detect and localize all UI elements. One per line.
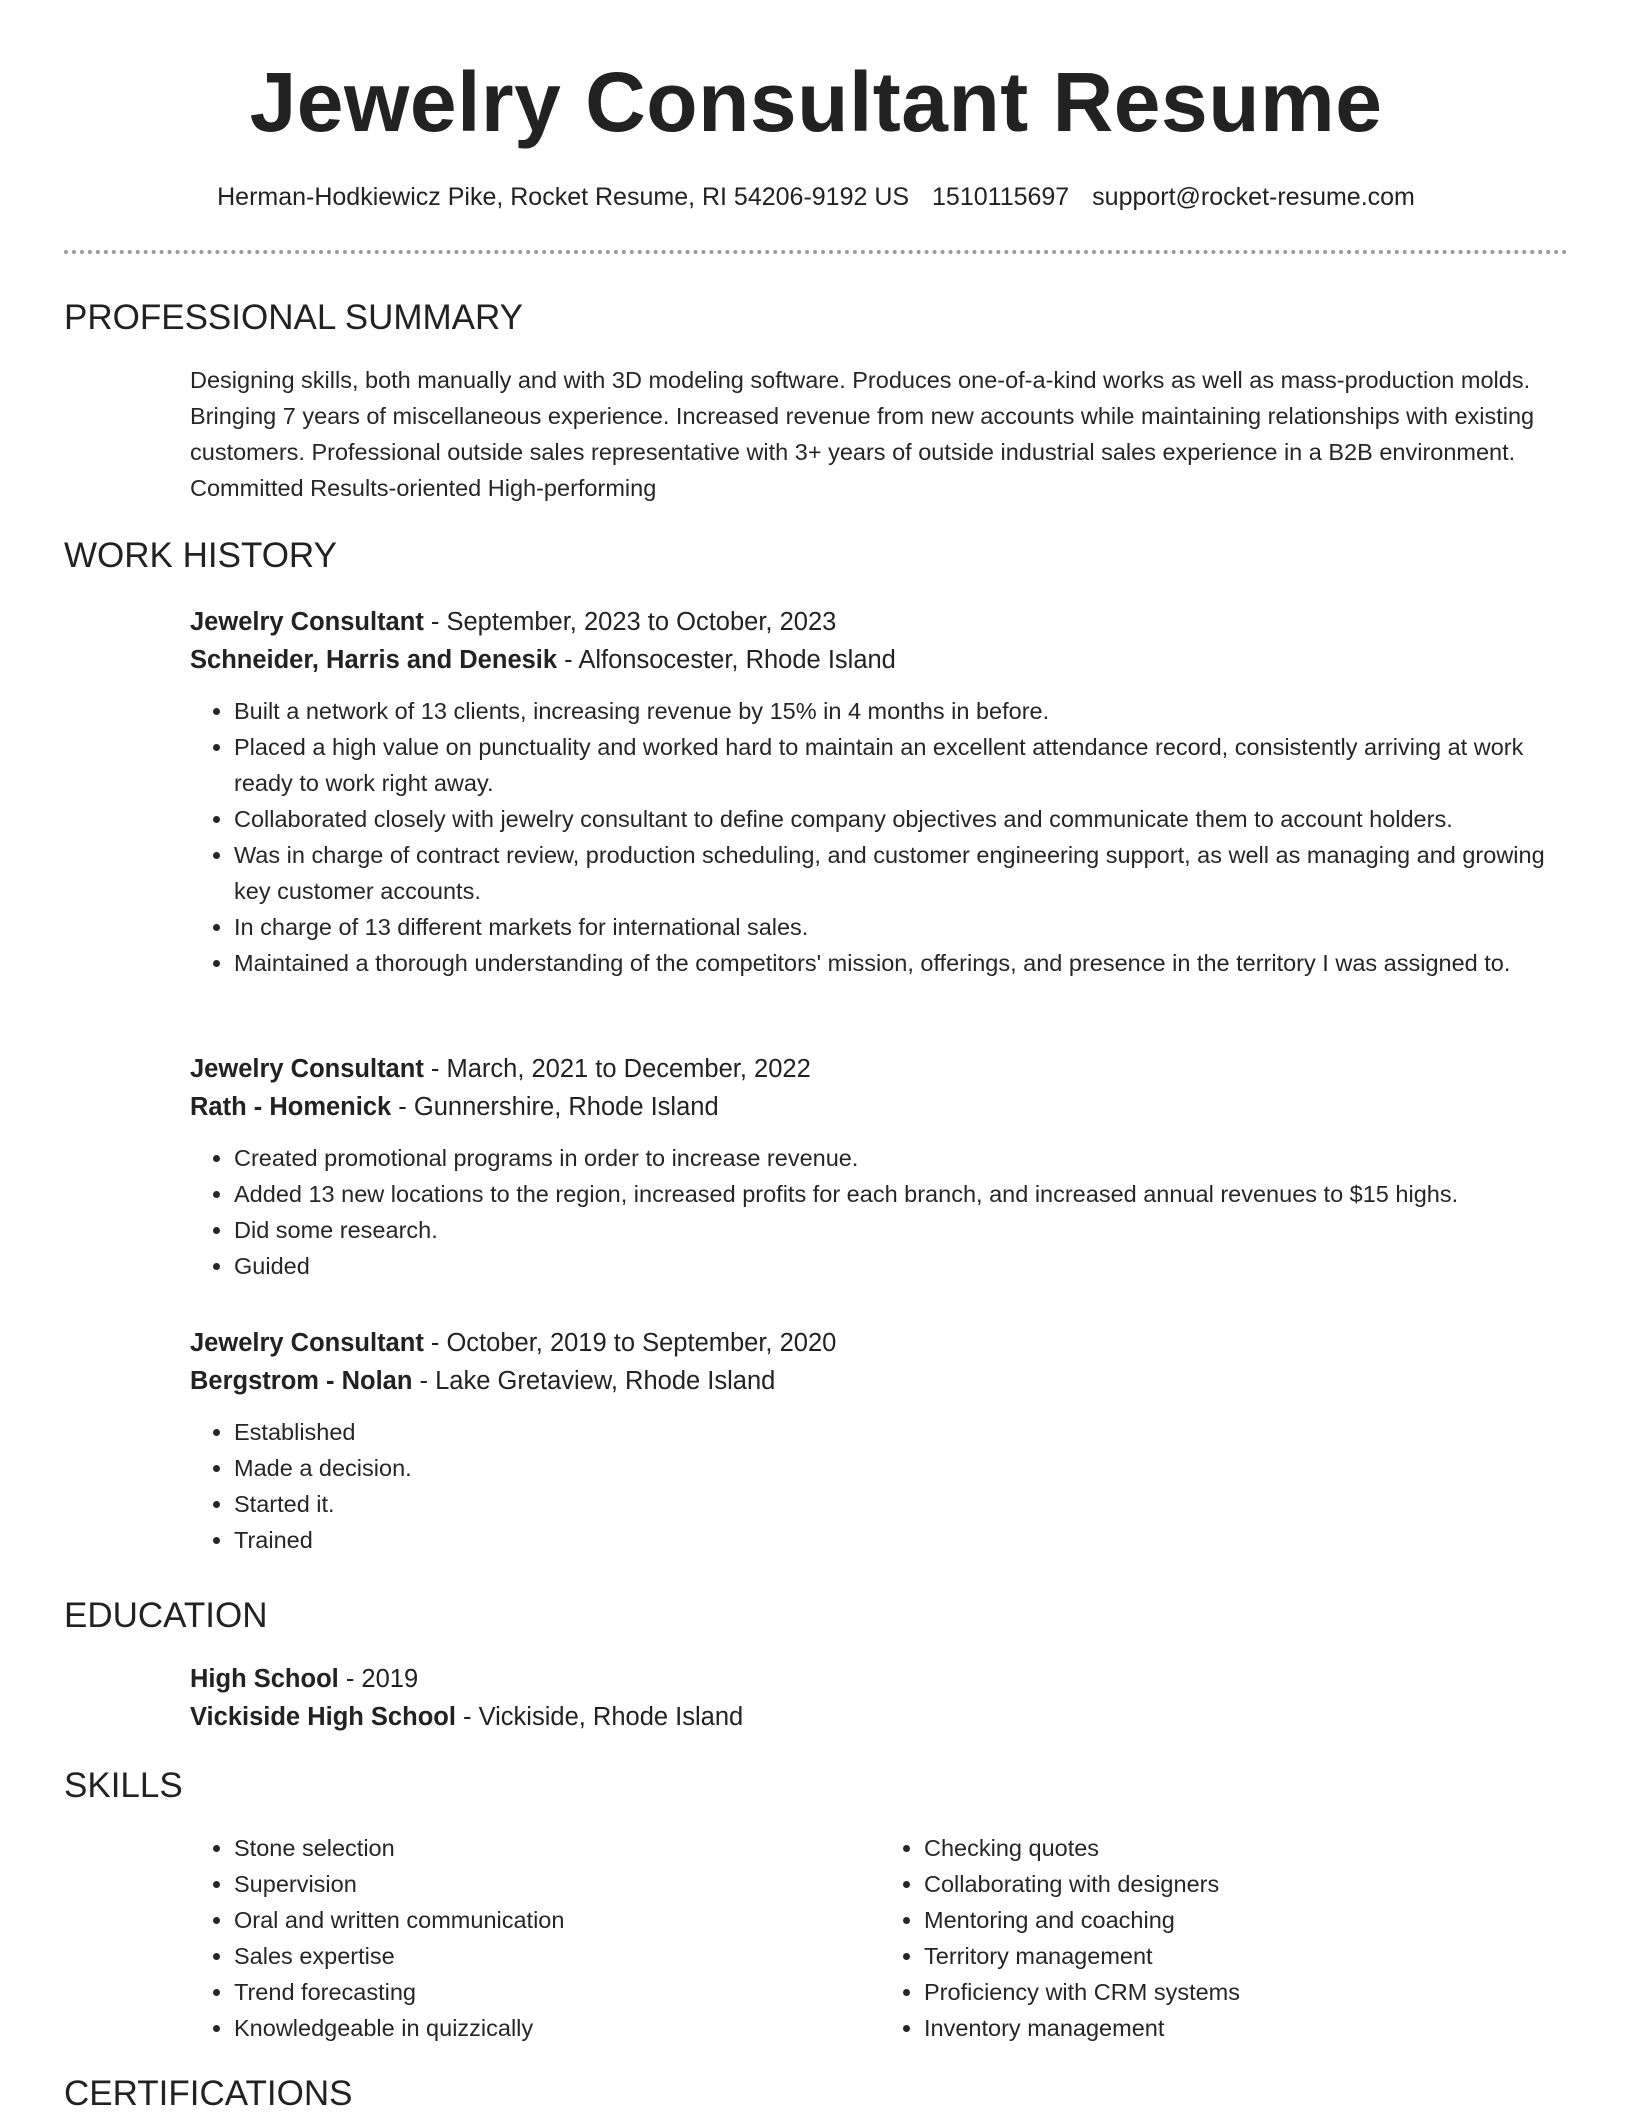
- skills-list-right: [880, 1830, 1570, 2046]
- job-bullet: • In charge of 13 different markets for international sales.: [234, 909, 1570, 945]
- job-entry: [190, 1324, 1570, 1558]
- job-title-line: [190, 603, 1570, 641]
- job-bullets: [190, 1414, 1570, 1558]
- job-location: - Gunnershire, Rhode Island: [391, 1093, 719, 1121]
- contact-email[interactable]: support@rocket-resume.com: [1092, 183, 1415, 211]
- job-company-line: [190, 641, 1570, 679]
- job-company-line: [190, 1362, 1570, 1400]
- education-year: - 2019: [338, 1665, 419, 1693]
- job-bullet: • Placed a high value on punctuality and worked hard to maintain an excellent attendance record, consistently arriving at work ready to work right away.: [234, 729, 1570, 801]
- education-degree-line: [190, 1660, 1570, 1698]
- education-entry: [190, 1660, 1570, 1736]
- contact-phone: 1510115697: [932, 183, 1070, 211]
- job-company: Bergstrom - Nolan: [190, 1367, 413, 1395]
- job-bullet: • Was in charge of contract review, production scheduling, and customer engineering support, as well as managing and growing key customer accounts.: [234, 837, 1570, 909]
- section-title-summary: PROFESSIONAL SUMMARY: [64, 298, 523, 337]
- job-bullet: • Collaborated closely with jewelry consultant to define company objectives and communicate them to account holders.: [234, 801, 1570, 837]
- education-school-line: [190, 1698, 1570, 1736]
- skill-item: • Sales expertise: [234, 1938, 880, 1974]
- skills-columns: [190, 1830, 1570, 2046]
- skill-item: • Mentoring and coaching: [924, 1902, 1570, 1938]
- job-bullet: • Made a decision.: [234, 1450, 1570, 1486]
- contact-address: Herman-Hodkiewicz Pike, Rocket Resume, RI 54206-9192 US: [217, 183, 910, 211]
- job-dates: - March, 2021 to December, 2022: [423, 1055, 811, 1083]
- contact-line: [0, 180, 1632, 214]
- skill-item: • Oral and written communication: [234, 1902, 880, 1938]
- section-title-certifications: CERTIFICATIONS: [64, 2074, 353, 2113]
- skill-item: • Supervision: [234, 1866, 880, 1902]
- job-bullets: [190, 693, 1570, 981]
- skill-item: • Trend forecasting: [234, 1974, 880, 2010]
- job-bullet: • Guided: [234, 1248, 1570, 1284]
- job-title-line: [190, 1324, 1570, 1362]
- job-entry: [190, 603, 1570, 981]
- job-title-line: [190, 1050, 1570, 1088]
- education-location: - Vickiside, Rhode Island: [455, 1703, 744, 1731]
- skill-item: • Territory management: [924, 1938, 1570, 1974]
- job-company: Schneider, Harris and Denesik: [190, 646, 558, 674]
- skill-item: • Checking quotes: [924, 1830, 1570, 1866]
- section-title-skills: SKILLS: [64, 1766, 183, 1805]
- job-bullet: • Built a network of 13 clients, increasing revenue by 15% in 4 months in before.: [234, 693, 1570, 729]
- skill-item: • Proficiency with CRM systems: [924, 1974, 1570, 2010]
- skills-block: [190, 1830, 1570, 2046]
- job-company-line: [190, 1088, 1570, 1126]
- job-bullet: • Trained: [234, 1522, 1570, 1558]
- skill-item: • Stone selection: [234, 1830, 880, 1866]
- job-dates: - October, 2019 to September, 2020: [423, 1329, 837, 1357]
- job-bullets: [190, 1140, 1570, 1284]
- job-title: Jewelry Consultant: [190, 1055, 424, 1083]
- education-school: Vickiside High School: [190, 1703, 456, 1731]
- summary-block: [190, 362, 1570, 506]
- skill-item: • Knowledgeable in quizzically: [234, 2010, 880, 2046]
- skill-item: • Inventory management: [924, 2010, 1570, 2046]
- job-title: Jewelry Consultant: [190, 1329, 424, 1357]
- header-divider: [64, 250, 1568, 254]
- job-bullet: • Maintained a thorough understanding of the competitors' mission, offerings, and presence in the territory I was assigned to.: [234, 945, 1570, 981]
- skill-item: • Collaborating with designers: [924, 1866, 1570, 1902]
- job-company: Rath - Homenick: [190, 1093, 392, 1121]
- section-title-education: EDUCATION: [64, 1596, 268, 1635]
- skills-list-left: [190, 1830, 880, 2046]
- job-bullet: • Created promotional programs in order to increase revenue.: [234, 1140, 1570, 1176]
- job-entry: [190, 1050, 1570, 1284]
- job-location: - Alfonsocester, Rhode Island: [557, 646, 896, 674]
- job-bullet: • Established: [234, 1414, 1570, 1450]
- job-bullet: • Did some research.: [234, 1212, 1570, 1248]
- section-title-work-history: WORK HISTORY: [64, 536, 337, 575]
- job-location: - Lake Gretaview, Rhode Island: [412, 1367, 776, 1395]
- job-bullet: • Added 13 new locations to the region, increased profits for each branch, and increased annual revenues to $15 highs.: [234, 1176, 1570, 1212]
- job-title: Jewelry Consultant: [190, 608, 424, 636]
- summary-text: Designing skills, both manually and with 3D modeling software. Produces one-of-a-kind works as well as mass-production molds. Bringing 7 years of miscellaneous experience. Increased revenue from new accounts while maintaining relationships with existing customers. Professional outside sales representative with 3+ years of outside industrial sales experience in a B2B environment. Committed Results-oriented High-performing: [190, 367, 1535, 501]
- resume-title: Jewelry Consultant Resume: [249, 55, 1383, 149]
- job-bullet: • Started it.: [234, 1486, 1570, 1522]
- job-dates: - September, 2023 to October, 2023: [423, 608, 837, 636]
- education-degree: High School: [190, 1665, 339, 1693]
